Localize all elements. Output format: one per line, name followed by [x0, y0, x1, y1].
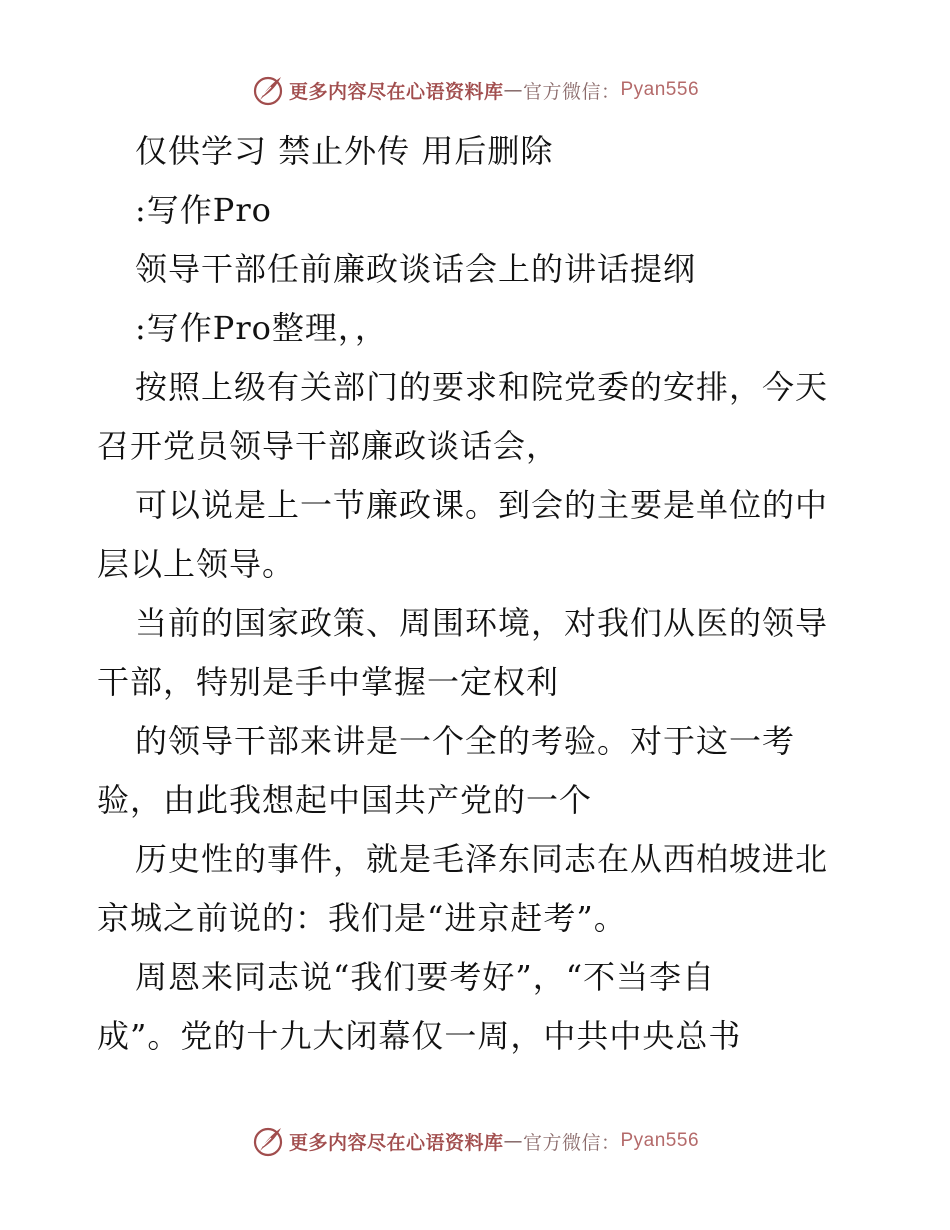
header-watermark: [0, 70, 950, 110]
paragraph-line: 验，由此我想起中国共产党的一个: [97, 781, 593, 819]
notice-line: 仅供学习 禁止外传 用后删除: [135, 132, 554, 170]
watermark-wechat-label: 官方微信：: [522, 80, 621, 103]
watermark-wechat-label: 官方微信：: [522, 1131, 621, 1154]
paragraph-line: 当前的国家政策、周围环境，对我们从医的领导: [135, 604, 829, 642]
paragraph-line: 按照上级有关部门的要求和院党委的安排，今天: [135, 368, 829, 406]
watermark-brand: 更多内容尽在心语资料库: [288, 80, 504, 103]
document-body: [97, 122, 857, 1066]
footer-watermark: [0, 1121, 950, 1161]
paragraph-line: 可以说是上一节廉政课。到会的主要是单位的中: [135, 486, 829, 524]
compiler-line: :写作Pro整理，，: [135, 309, 388, 347]
paragraph-line: 层以上领导。: [97, 545, 296, 583]
watermark-separator: —: [503, 1130, 523, 1152]
paragraph-line: 成”。党的十九大闭幕仅一周，中共中央总书: [97, 1017, 742, 1055]
watermark-handle: Pyan556: [620, 1130, 700, 1151]
paragraph-line: 的领导干部来讲是一个全的考验。对于这一考: [135, 722, 796, 760]
document-title: 领导干部任前廉政谈话会上的讲话提纲: [135, 250, 697, 288]
feather-quill-icon: [251, 1124, 285, 1158]
watermark-handle: Pyan556: [620, 79, 700, 100]
paragraph-line: 召开党员领导干部廉政谈话会，: [97, 427, 560, 465]
watermark-brand: 更多内容尽在心语资料库: [288, 1131, 504, 1154]
paragraph-line: 历史性的事件，就是毛泽东同志在从西柏坡进北: [135, 840, 829, 878]
paragraph-line: 周恩来同志说“我们要考好”，“不当李自: [135, 958, 716, 996]
feather-quill-icon: [251, 73, 285, 107]
source-line: :写作Pro: [135, 191, 272, 229]
paragraph-line: 京城之前说的：我们是“进京赶考”。: [97, 899, 627, 937]
watermark-separator: —: [503, 79, 523, 101]
paragraph-line: 干部，特别是手中掌握一定权利: [97, 663, 560, 701]
